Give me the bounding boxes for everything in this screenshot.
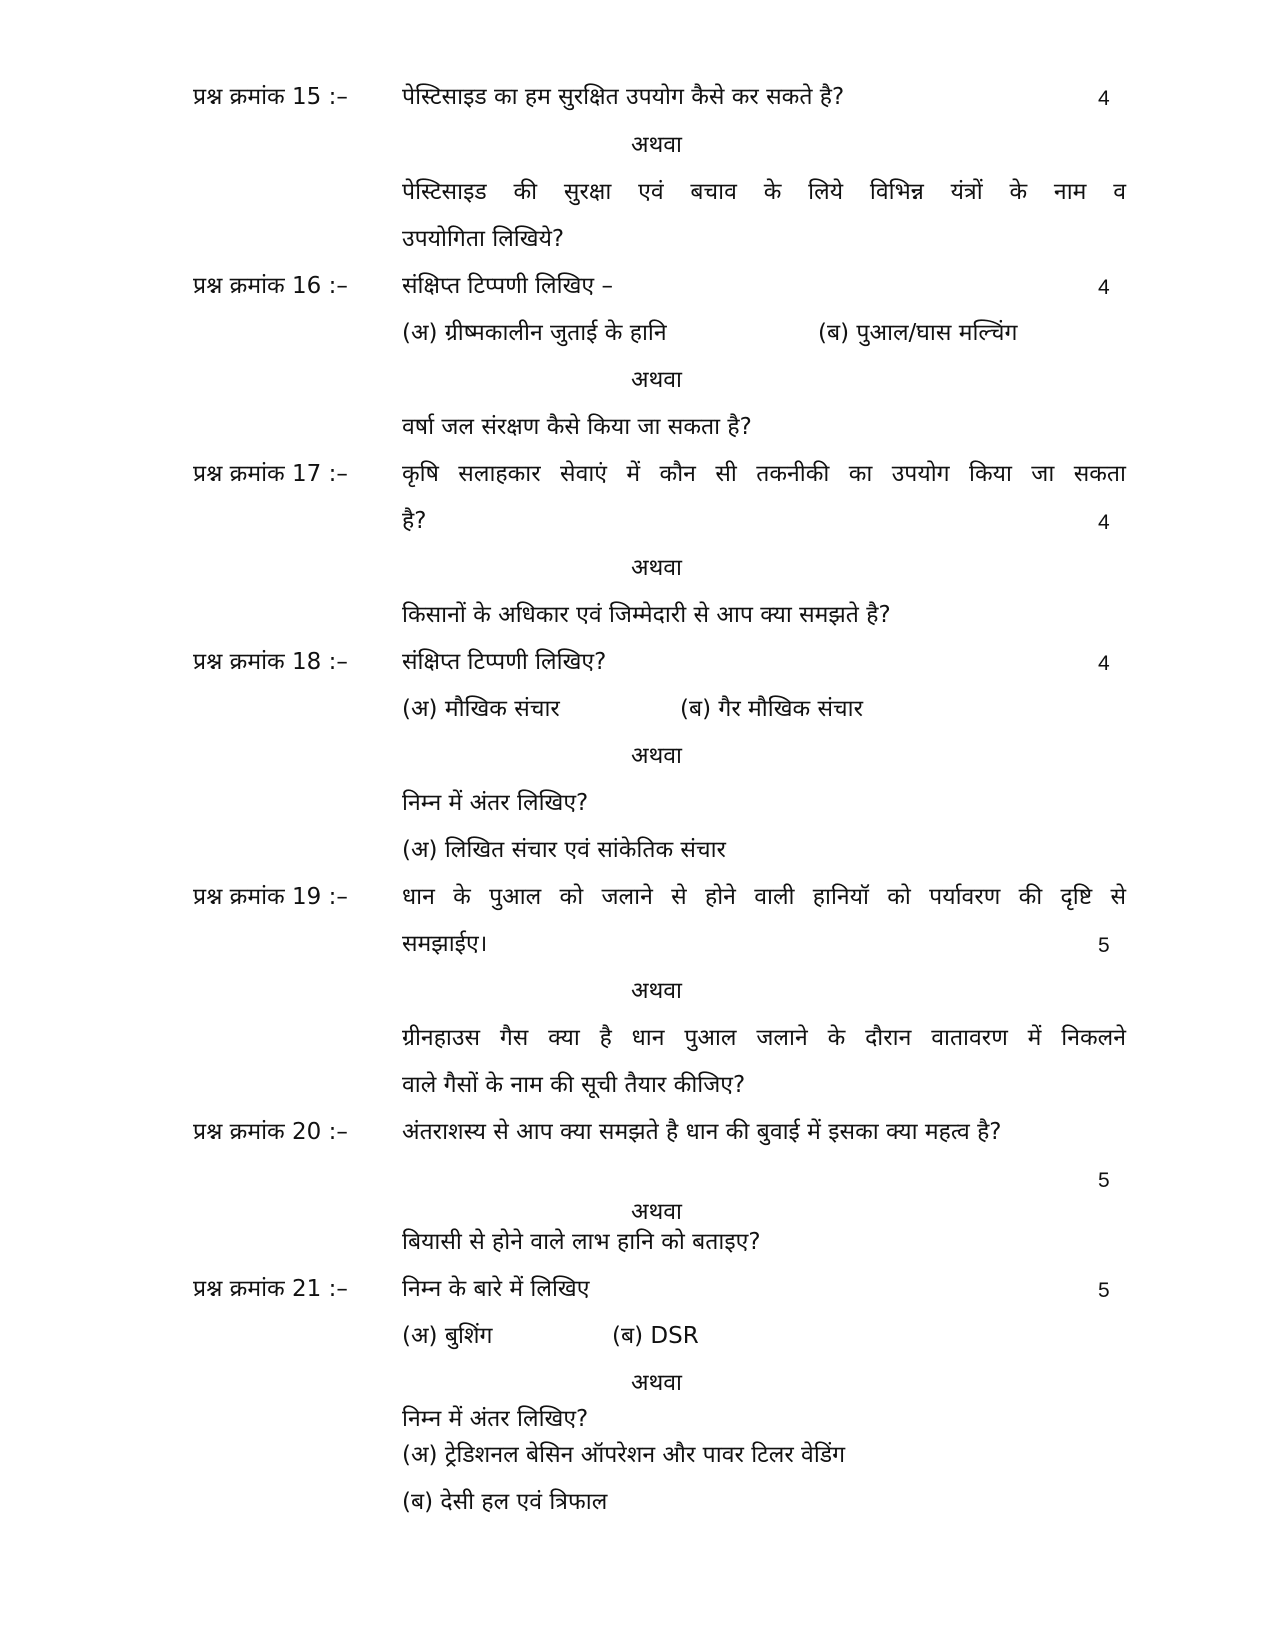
question-17-text-line-1: कृषि सलाहकार सेवाएं में कौन सी तकनीकी का उपयोग किया जा सकता [402,461,1126,487]
question-17-label: प्रश्न क्रमांक 17 :– [193,461,348,487]
question-19-marks: 5 [1098,934,1110,957]
question-20-alt-line-1: बियासी से होने वाले लाभ हानि को बताइए? [402,1229,761,1255]
question-20-text: अंतराशस्य से आप क्या समझते है धान की बुवाई में इसका क्या महत्व है? [402,1119,1002,1145]
question-21-alt-line-1: निम्न में अंतर लिखिए? [402,1406,589,1432]
question-21-marks: 5 [1098,1279,1110,1302]
question-21-option-b: (ब) DSR [612,1323,699,1349]
question-15-or: अथवा [631,132,683,158]
question-17-marks: 4 [1098,511,1110,534]
question-18-alt-line-2: (अ) लिखित संचार एवं सांकेतिक संचार [402,837,726,863]
question-16-option-a: (अ) ग्रीष्मकालीन जुताई के हानि [402,320,667,346]
question-21-option-a: (अ) बुशिंग [402,1323,493,1349]
question-20-label: प्रश्न क्रमांक 20 :– [193,1119,348,1145]
question-19-alt-line-2: वाले गैसों के नाम की सूची तैयार कीजिए? [402,1072,746,1098]
question-18-option-b: (ब) गैर मौखिक संचार [680,696,864,722]
question-16-option-b: (ब) पुआल/घास मल्चिंग [818,320,1018,346]
question-19-alt-line-1: ग्रीनहाउस गैस क्या है धान पुआल जलाने के दौरान वातावरण में निकलने [402,1025,1126,1051]
question-16-marks: 4 [1098,276,1110,299]
question-18-or: अथवा [631,743,683,769]
question-15-marks: 4 [1098,87,1110,110]
question-21-alt-line-3: (ब) देसी हल एवं त्रिफाल [402,1489,608,1515]
question-16-alt-line-1: वर्षा जल संरक्षण कैसे किया जा सकता है? [402,414,752,440]
question-21-alt-line-2: (अ) ट्रेडिशनल बेसिन ऑपरेशन और पावर टिलर वेडिंग [402,1442,846,1468]
question-15-label: प्रश्न क्रमांक 15 :– [193,84,348,110]
question-16-text: संक्षिप्त टिप्पणी लिखिए – [402,273,613,299]
question-21-text: निम्न के बारे में लिखिए [402,1276,590,1302]
question-21-label: प्रश्न क्रमांक 21 :– [193,1276,348,1302]
question-15-text: पेस्टिसाइड का हम सुरक्षित उपयोग कैसे कर सकते है? [402,84,845,110]
question-20-marks: 5 [1098,1169,1110,1192]
question-18-label: प्रश्न क्रमांक 18 :– [193,649,348,675]
question-15-alt-line-2: उपयोगिता लिखिये? [402,226,565,252]
question-21-or: अथवा [631,1370,683,1396]
question-18-text: संक्षिप्त टिप्पणी लिखिए? [402,649,607,675]
question-18-alt-line-1: निम्न में अंतर लिखिए? [402,790,589,816]
question-16-label: प्रश्न क्रमांक 16 :– [193,273,348,299]
question-19-label: प्रश्न क्रमांक 19 :– [193,884,348,910]
question-18-marks: 4 [1098,652,1110,675]
question-15-alt-line-1: पेस्टिसाइड की सुरक्षा एवं बचाव के लिये विभिन्न यंत्रों के नाम व [402,179,1126,205]
question-16-or: अथवा [631,367,683,393]
question-19-text-line-2: समझाईए। [402,931,488,957]
question-17-text-line-2: है? [402,508,427,534]
question-20-or: अथवा [631,1199,683,1225]
question-17-alt-line-1: किसानों के अधिकार एवं जिम्मेदारी से आप क्या समझते है? [402,602,891,628]
question-19-text-line-1: धान के पुआल को जलाने से होने वाली हानियॉ को पर्यावरण की दृष्टि से [402,884,1126,910]
question-17-or: अथवा [631,555,683,581]
question-19-or: अथवा [631,978,683,1004]
question-18-option-a: (अ) मौखिक संचार [402,696,560,722]
